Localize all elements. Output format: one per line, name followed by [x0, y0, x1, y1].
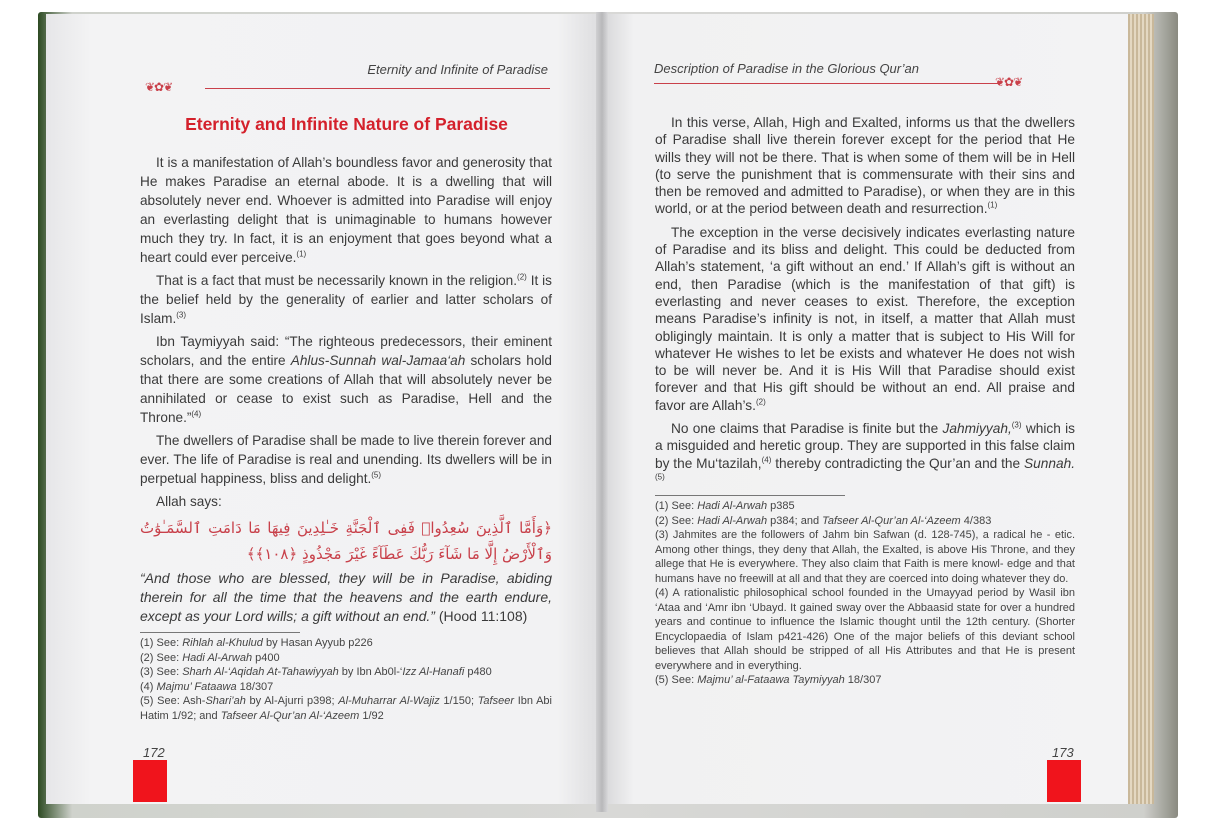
text-run: Allah says: — [156, 494, 222, 509]
text-run: No one claims that Paradise is finite but the — [671, 421, 943, 437]
footnote-ref: (3) — [176, 310, 187, 320]
text-run: Sunnah. — [1024, 455, 1075, 471]
text-run: It is the belief held by the generality of earlier and latter scholars of Islam. — [140, 273, 552, 326]
red-marker — [1047, 760, 1081, 802]
text-run: by Hasan Ayyub p226 — [262, 637, 373, 649]
footnote-rule — [140, 632, 300, 633]
text-run: It is a manifestation of Allah’s boundless favor and generosity that He makes Paradise an eternal abode. It is a dwelling that will absolutely never end. Whoever is admitted into Paradise will enjoy an everlasting delight that is unimaginable to humans however much they try. In fact, it is an enjoyment that goes beyond what a heart could ever perceive. — [140, 155, 552, 265]
page-edges — [1128, 14, 1154, 804]
text-run: “And those who are blessed, they will be in Paradise, abiding therein for all the time that the heavens and the earth endure, except as your Lord wills; a gift without an end.” — [140, 570, 552, 624]
footnote-ref: (1) — [296, 249, 307, 259]
text-run: 18/307 — [236, 680, 274, 693]
text-run: The dwellers of Paradise shall be made to live therein forever and ever. The life of Paradise is real and unending. Its dwellers will be in perpetual happiness, bliss and delight. — [140, 433, 552, 486]
paragraph — [140, 271, 552, 328]
text-run: Tafseer Al-Qur’an Al-‘Azeem — [220, 709, 360, 722]
footnote — [655, 514, 1075, 529]
text-run: Ibn Abi Hatim 1/92; and — [140, 695, 552, 722]
text-run: (3) Jahmites are the followers of Jahm bin Safwan (d. 128-745), a radical he - etic. Among other things, they deny that Allah, the Exalted, is above His Throne, and they allege that He is everywhere. They also claim that Faith is mere knowl- edge and that humans have no freewill at all and that they are coerced into doing whatever they do. — [655, 529, 1075, 585]
paragraph — [655, 114, 1075, 218]
text-run: Sharh Al-‘Aqidah At-Tahawiyyah — [182, 666, 339, 678]
footnote — [140, 665, 552, 680]
text-run: (5) See: — [655, 674, 698, 687]
header-rule — [654, 83, 999, 84]
chapter-title: Eternity and Infinite Nature of Paradise — [185, 114, 508, 134]
text-run: Jahmiyyah, — [942, 421, 1012, 437]
footnote-ref: (3) — [1011, 420, 1022, 430]
paragraph — [655, 224, 1075, 414]
header-rule — [205, 88, 550, 89]
footnote-ref: (5) — [655, 472, 665, 482]
text-run: (Hood 11:108) — [434, 608, 528, 624]
text-run: p384; and — [767, 514, 823, 527]
text-run: Al-Muharrar Al-Wajiz — [338, 695, 440, 707]
footnote — [140, 694, 552, 723]
text-run: Ahlus-Sunnah wal-Jamaa‘ah — [290, 353, 466, 368]
text-run: Ibn Taymiyyah said: “The righteous predecessors, their eminent scholars, and the entire — [140, 334, 552, 368]
text-run: (3) See: — [140, 666, 183, 678]
text-run: In this verse, Allah, High and Exalted, informs us that the dwellers of Paradise shall live therein forever except for the period that He wills they will not be there. That is when some of them will be in Hell (to serve the punishment that is commensurate with their sins and then be removed and admitted to Paradise), or when they are in this world, or at the period between death and resurrection. — [655, 115, 1075, 217]
text-run: (1) See: — [140, 637, 183, 649]
right-footnotes — [655, 499, 1075, 688]
footnote-ref: (2) — [755, 397, 766, 407]
paragraph — [140, 492, 552, 511]
text-run: Shari’ah — [205, 695, 246, 707]
red-marker — [133, 760, 167, 802]
text-run: (2) See: — [655, 514, 698, 527]
text-run: p385 — [767, 500, 795, 513]
text-run: Tafseer — [477, 695, 514, 707]
page-number-right: 173 — [1052, 745, 1074, 760]
text-run: Majmu’ Fataawa — [156, 680, 237, 693]
text-run: which is a misguided and heretic group. They are supported in this false claim by the Mu‘tazilah, — [655, 421, 1076, 471]
text-run: by Al-Ajurri p398; — [245, 695, 339, 707]
paragraph — [140, 153, 552, 267]
text-run: (4) A rationalistic philosophical school founded in the Umayyad period by Wasil ibn ‘Ataa and ‘Amr ibn ‘Ubayd. It gained sway over the Abbaasid state for over a hundred years and continue to influence the Islamic thought until the 12th century. (Shorter Encyclopaedia of Islam p421-426) One of the major beliefs of this deviant school believes that Allah should be stripped of all His Attributes and that He is present everywhere and in everything. — [655, 587, 1075, 672]
text-run: 1/92 — [359, 709, 384, 722]
left-running-header: Eternity and Infinite of Paradise — [367, 62, 548, 77]
paragraph — [655, 420, 1075, 489]
footnote — [140, 636, 552, 651]
text-run: (5) See: Ash- — [140, 695, 206, 707]
text-run: Hadi Al-Arwah — [182, 651, 253, 664]
left-footnotes — [140, 636, 552, 723]
footnote-ref: (4) — [761, 455, 772, 465]
footnote — [655, 528, 1075, 586]
text-run: That is a fact that must be necessarily known in the religion. — [156, 273, 518, 288]
text-run: scholars hold that there are some creations of Allah that will absolutely never be annihilated or cease to exist such as Paradise, Hell and the Throne.” — [140, 353, 552, 425]
text-run: 1/150; — [439, 695, 478, 707]
text-run: p480 — [464, 666, 492, 678]
quran-verse: ﴿وَأَمَّا ٱلَّذِينَ سُعِدُوا۟ فَفِى ٱلْجَنَّةِ خَـٰلِدِينَ فِيهَا مَا دَامَتِ ٱلسَّمَـٰوَٰتُ وَٱلْأَرْضُ إِلَّا مَا شَآءَ رَبُّكَ عَطَآءً غَيْرَ مَجْذُوذٍ ﴿١٠٨﴾﴾ — [140, 519, 552, 563]
footnote-ref: (1) — [987, 200, 998, 210]
verse-translation — [140, 569, 552, 626]
text-run: The exception in the verse decisively indicates everlasting nature of Paradise and its bliss and delight. This could be deducted from Allah’s statement, ‘a gift without an end.’ If Allah’s gift is without an end, then Paradise (which is the manifestation of that gift) is everlasting and never ceases to exist. Therefore, the exception means Paradise’s infinity is not, in itself, a matter that Allah must obligingly maintain. It is only a matter that is subject to His Will for whatever He wishes to let be exists and whatever He does not wish to be will never be. And it is His Will that Paradise should exist forever and that His gift should be without an end. All praise and favor are Allah’s. — [655, 224, 1075, 413]
text-run: (2) See: — [140, 651, 183, 664]
text-run: Majmu’ al-Fataawa Taymiyyah — [697, 674, 845, 687]
ornament-icon: ❦✿❦ — [145, 80, 173, 94]
text-run: Izz Al-Hanafi — [402, 666, 465, 678]
right-column — [655, 114, 1075, 688]
footnote-ref: (2) — [517, 272, 527, 282]
paragraph — [140, 431, 552, 488]
text-run: thereby contradicting the Qur’an and the — [771, 455, 1024, 471]
text-run: 18/307 — [844, 674, 882, 687]
footnote — [140, 651, 552, 666]
left-column — [140, 153, 552, 723]
ornament-icon: ❦✿❦ — [995, 75, 1023, 89]
text-run: 4/383 — [960, 514, 992, 527]
text-run: Rihlah al-Khulud — [182, 637, 263, 649]
footnote — [655, 586, 1075, 673]
footnote-ref: (4) — [191, 409, 202, 419]
text-run: (1) See: — [655, 500, 698, 513]
footnote — [655, 499, 1075, 514]
left-body — [140, 153, 552, 511]
text-run: Tafseer Al-Qur’an Al-‘Azeem — [822, 514, 961, 527]
footnote-rule — [655, 495, 845, 496]
book-spine — [596, 12, 608, 812]
text-run: Hadi Al-Arwah — [697, 514, 768, 527]
text-run: (4) — [140, 680, 157, 693]
text-run: Hadi Al-Arwah — [697, 500, 768, 513]
right-body — [655, 114, 1075, 489]
paragraph — [140, 332, 552, 427]
footnote — [655, 673, 1075, 688]
right-running-header: Description of Paradise in the Glorious Qur’an — [654, 61, 919, 76]
text-run: p400 — [252, 651, 280, 664]
text-run: by Ibn Ab0l-‘ — [338, 666, 403, 678]
footnote-ref: (5) — [371, 470, 382, 480]
footnote — [140, 680, 552, 695]
page-number-left: 172 — [143, 745, 165, 760]
